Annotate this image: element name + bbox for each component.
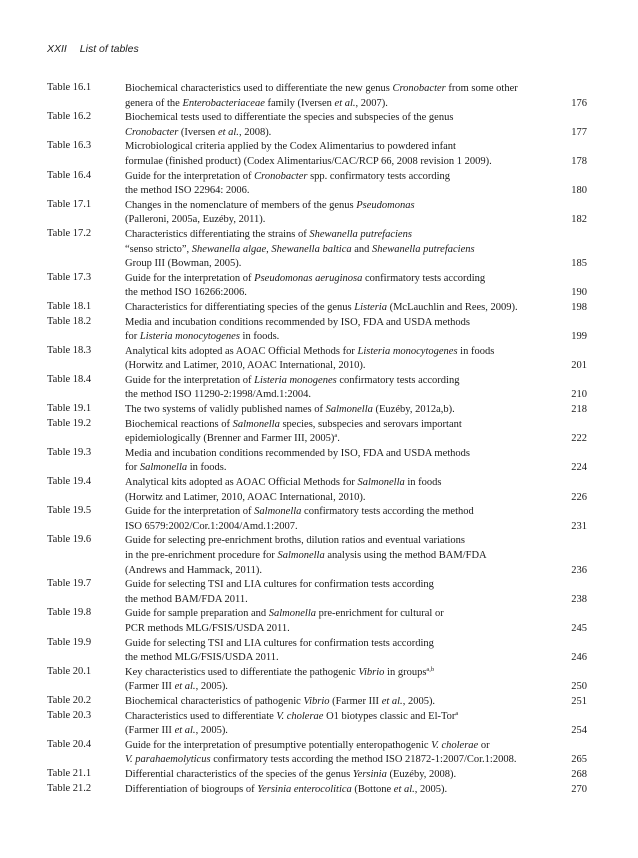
table-number: Table 19.5 — [47, 505, 92, 517]
table-entry — [47, 534, 587, 578]
text-segment: Salmonella — [232, 418, 280, 430]
page-reference: 226 — [571, 491, 587, 503]
text-segment: Guide for the interpretation of presumptive potentially enteropathogenic — [125, 739, 432, 751]
text-segment: in the pre-enrichment procedure for — [125, 550, 278, 561]
page-reference: 251 — [571, 695, 587, 707]
page-reference: 180 — [571, 185, 587, 197]
text-segment: species, subspecies and serovars important — [279, 418, 462, 430]
page-reference: 190 — [571, 287, 587, 299]
entry-text-line — [47, 695, 587, 710]
table-entry — [47, 505, 587, 534]
entry-text-line — [47, 374, 587, 389]
text-segment: et al. — [174, 725, 196, 737]
text-segment: from some other — [445, 83, 518, 94]
table-number: Table 19.6 — [47, 534, 92, 546]
text-segment: Cronobacter — [392, 83, 446, 94]
text-segment: the method ISO 22964: 2006. — [125, 185, 250, 197]
entry-text-line — [47, 447, 587, 462]
entry-text-line — [47, 316, 587, 331]
text-segment: Biochemical characteristics of pathogenic — [125, 695, 304, 707]
page-reference: 245 — [571, 622, 587, 634]
footnote-marker: a — [334, 432, 338, 440]
text-segment: V. parahaemolyticus — [125, 754, 211, 766]
text-segment: et al. — [393, 783, 415, 795]
table-entry — [47, 447, 587, 476]
entry-text-line — [47, 710, 587, 725]
text-segment: et al. — [334, 97, 356, 109]
text-segment: in foods — [404, 477, 442, 489]
text-segment: Vibrio — [358, 666, 385, 678]
text-segment: Analytical kits adopted as AOAC Official Methods for — [125, 345, 358, 357]
text-segment: Salmonella — [277, 550, 325, 561]
table-number: Table 17.3 — [47, 271, 92, 283]
text-segment: and — [351, 243, 373, 255]
text-segment: Shewanella putrefaciens — [309, 228, 412, 240]
page-reference: 231 — [571, 520, 587, 532]
page-reference: 222 — [571, 433, 587, 445]
text-segment: Biochemical tests used to differentiate the species and subspecies of the genus — [125, 112, 454, 124]
table-entry — [47, 403, 587, 418]
text-segment: the method BAM/FDA 2011. — [125, 593, 248, 605]
page-reference: 201 — [571, 360, 587, 372]
text-segment: Salmonella — [357, 477, 405, 489]
text-segment: (Euzéby, 2008). — [386, 768, 457, 780]
page-reference: 176 — [571, 97, 587, 109]
entry-text-line — [47, 126, 587, 141]
text-segment: Salmonella — [139, 462, 188, 474]
text-segment: et al. — [174, 681, 196, 693]
table-entry — [47, 199, 587, 228]
text-segment: (Iversen — [178, 126, 218, 138]
text-segment: Pseudomonas aeruginosa — [254, 272, 363, 284]
table-number: Table 20.2 — [47, 694, 92, 706]
text-segment: (Farmer III — [125, 681, 175, 693]
entry-text-line — [47, 753, 587, 768]
table-number: Table 19.7 — [47, 578, 92, 590]
entry-text-line — [47, 739, 587, 754]
table-number: Table 18.3 — [47, 344, 92, 356]
entry-text-line — [47, 666, 587, 681]
table-number: Table 19.2 — [47, 417, 92, 429]
entry-text-line — [47, 622, 587, 637]
text-segment: Changes in the nomenclature of members of the genus — [125, 199, 357, 211]
entry-text-line — [47, 783, 587, 798]
text-segment: Media and incubation conditions recommended by ISO, FDA and USDA methods — [125, 447, 470, 459]
text-segment: Biochemical reactions of — [125, 418, 233, 430]
text-segment: the method ISO 11290-2:1998/Amd.1:2004. — [125, 389, 311, 401]
table-entry — [47, 301, 587, 316]
entry-text-line — [47, 82, 587, 97]
text-segment: analysis using the method BAM/FDA — [324, 550, 487, 561]
text-segment: Listeria monocytogenes — [139, 331, 240, 343]
text-segment: genera of the — [125, 97, 183, 109]
entry-text-line — [47, 213, 587, 228]
text-segment: (Horwitz and Latimer, 2010, AOAC International, 2010). — [125, 360, 366, 372]
entry-text-line — [47, 140, 587, 155]
table-entry — [47, 170, 587, 199]
text-segment: . — [337, 433, 340, 445]
table-number: Table 16.3 — [47, 140, 92, 152]
text-segment: or — [478, 739, 490, 751]
text-segment: Guide for the interpretation of — [125, 170, 255, 182]
text-segment: in groups — [384, 666, 427, 678]
entry-text-line — [47, 155, 587, 170]
table-number: Table 16.2 — [47, 111, 92, 123]
text-segment: Guide for selecting TSI and LIA cultures for confirmation tests according — [125, 637, 434, 649]
table-number: Table 19.9 — [47, 636, 92, 648]
table-number: Table 21.1 — [47, 767, 92, 779]
text-segment: Shewanella baltica — [271, 243, 352, 255]
entry-text-line — [47, 534, 587, 549]
table-number: Table 20.4 — [47, 738, 92, 750]
text-segment: Guide for the interpretation of — [125, 374, 255, 386]
entry-text-line — [47, 184, 587, 199]
entry-text-line — [47, 345, 587, 360]
text-segment: Key characteristics used to differentiate the pathogenic — [125, 666, 359, 678]
header-title: List of tables — [79, 43, 139, 55]
text-segment: Analytical kits adopted as AOAC Official Methods for — [125, 477, 358, 489]
table-entry — [47, 666, 587, 695]
page-reference: 224 — [571, 462, 587, 474]
table-number: Table 20.1 — [47, 665, 92, 677]
table-entry — [47, 637, 587, 666]
text-segment: confirmatory tests according — [336, 374, 460, 386]
page-reference: 246 — [571, 652, 587, 664]
entry-text-line — [47, 403, 587, 418]
text-segment: formulae (finished product) (Codex Alimentarius/CAC/RCP 66, 2008 revision 1 2009). — [125, 155, 492, 167]
entry-text-line — [47, 476, 587, 491]
text-segment: , 2005). — [195, 725, 228, 737]
text-segment: Salmonella — [268, 608, 316, 620]
list-of-tables — [47, 82, 587, 797]
page-reference: 177 — [571, 126, 587, 138]
text-segment: Differentiation of biogroups of — [125, 783, 258, 795]
page-reference: 270 — [571, 783, 587, 795]
table-entry — [47, 345, 587, 374]
table-number: Table 17.2 — [47, 227, 92, 239]
text-segment: epidemiologically (Brenner and Farmer III, 2005) — [125, 433, 335, 445]
entry-text-line — [47, 505, 587, 520]
text-segment: (Bottone — [351, 783, 394, 795]
page-reference: 185 — [571, 258, 587, 270]
text-segment: Cronobacter — [125, 126, 179, 138]
footnote-marker: a — [455, 709, 459, 717]
entry-text-line — [47, 330, 587, 345]
table-number: Table 19.8 — [47, 607, 92, 619]
text-segment: Microbiological criteria applied by the Codex Alimentarius to powdered infant — [125, 141, 456, 153]
table-entry — [47, 607, 587, 636]
text-segment: in foods. — [187, 462, 227, 474]
entry-text-line — [47, 243, 587, 258]
text-segment: Salmonella — [254, 506, 302, 518]
table-entry — [47, 140, 587, 169]
entry-text-line — [47, 388, 587, 403]
footnote-marker: a,b — [426, 665, 435, 673]
text-segment: Guide for the interpretation of — [125, 506, 255, 518]
text-segment: for — [125, 462, 140, 474]
text-segment: for — [125, 331, 140, 343]
text-segment: Vibrio — [303, 695, 330, 707]
text-segment: The two systems of validly published names of — [125, 404, 326, 416]
table-entry — [47, 272, 587, 301]
text-segment: Guide for selecting TSI and LIA cultures for confirmation tests according — [125, 579, 434, 591]
text-segment: et al. — [217, 126, 239, 138]
page-reference: 268 — [571, 768, 587, 780]
page-reference: 178 — [571, 155, 587, 167]
text-segment: , — [266, 243, 272, 255]
entry-text-line — [47, 301, 587, 316]
entry-text-line — [47, 680, 587, 695]
text-segment: Characteristics used to differentiate — [125, 710, 277, 722]
text-segment: Guide for the interpretation of — [125, 272, 255, 284]
text-segment: Listeria monocytogenes — [357, 345, 458, 357]
text-segment: Listeria monogenes — [254, 374, 337, 386]
page-reference: 238 — [571, 593, 587, 605]
text-segment: Differential characteristics of the species of the genus — [125, 768, 353, 780]
text-segment: et al. — [381, 695, 403, 707]
page-reference: 198 — [571, 301, 587, 313]
table-number: Table 20.3 — [47, 709, 92, 721]
text-segment: Shewanella algae — [191, 243, 267, 255]
entry-text-line — [47, 272, 587, 287]
table-entry — [47, 111, 587, 140]
page-reference: 199 — [571, 331, 587, 343]
text-segment: Yersinia — [352, 768, 387, 780]
table-number: Table 17.1 — [47, 198, 92, 210]
page-reference: 250 — [571, 681, 587, 693]
text-segment: in foods. — [239, 331, 280, 343]
text-segment: , 2005). — [414, 783, 448, 795]
table-entry — [47, 418, 587, 447]
entry-text-line — [47, 111, 587, 126]
table-number: Table 19.3 — [47, 446, 92, 458]
table-number: Table 18.4 — [47, 373, 92, 385]
text-segment: family (Iversen — [264, 97, 335, 109]
entry-text-line — [47, 549, 587, 564]
page-reference: 236 — [571, 564, 587, 576]
running-header — [47, 43, 139, 55]
entry-text-line — [47, 461, 587, 476]
text-segment: O1 biotypes classic and El-Tor — [323, 710, 456, 722]
table-entry — [47, 82, 587, 111]
table-number: Table 18.2 — [47, 315, 92, 327]
entry-text-line — [47, 359, 587, 374]
text-segment: Characteristics differentiating the strains of — [125, 228, 310, 240]
text-segment: Cronobacter — [254, 170, 308, 182]
text-segment: confirmatory tests according the method — [301, 506, 474, 518]
text-segment: confirmatory tests according — [362, 272, 486, 284]
table-entry — [47, 710, 587, 739]
table-number: Table 21.2 — [47, 782, 92, 794]
entry-text-line — [47, 520, 587, 535]
table-entry — [47, 768, 587, 783]
entry-text-line — [47, 257, 587, 272]
entry-text-line — [47, 228, 587, 243]
table-entry — [47, 476, 587, 505]
entry-text-line — [47, 578, 587, 593]
table-entry — [47, 316, 587, 345]
entry-text-line — [47, 724, 587, 739]
entry-text-line — [47, 491, 587, 506]
text-segment: (Farmer III — [125, 725, 175, 737]
text-segment: (Euzéby, 2012a,b). — [372, 404, 455, 416]
text-segment: Characteristics for differentiating species of the genus — [125, 301, 355, 313]
entry-text-line — [47, 607, 587, 622]
entry-text-line — [47, 651, 587, 666]
text-segment: Media and incubation conditions recommended by ISO, FDA and USDA methods — [125, 316, 470, 328]
text-segment: pre-enrichment for cultural or — [316, 608, 444, 620]
text-segment: (Horwitz and Latimer, 2010, AOAC International, 2010). — [125, 491, 366, 503]
entry-text-line — [47, 97, 587, 112]
entry-text-line — [47, 637, 587, 652]
table-entry — [47, 695, 587, 710]
text-segment: (Palleroni, 2005a, Euzéby, 2011). — [125, 214, 266, 226]
text-segment: Salmonella — [325, 404, 373, 416]
page-reference: 210 — [571, 389, 587, 401]
text-segment: Yersinia enterocolitica — [257, 783, 352, 795]
entry-text-line — [47, 199, 587, 214]
text-segment: Guide for sample preparation and — [125, 608, 269, 620]
text-segment: (Andrews and Hammack, 2011). — [125, 564, 262, 576]
page-reference: 182 — [571, 214, 587, 226]
entry-text-line — [47, 564, 587, 579]
table-entry — [47, 228, 587, 272]
text-segment: V. cholerae — [431, 739, 479, 751]
text-segment: the method MLG/FSIS/USDA 2011. — [125, 652, 279, 664]
text-segment: Shewanella putrefaciens — [372, 243, 475, 255]
text-segment: Enterobacteriaceae — [182, 97, 265, 109]
entry-text-line — [47, 170, 587, 185]
table-entry — [47, 578, 587, 607]
table-number: Table 19.4 — [47, 476, 92, 488]
page-reference: 254 — [571, 725, 587, 737]
text-segment: Group III (Bowman, 2005). — [125, 258, 242, 270]
table-entry — [47, 783, 587, 798]
text-segment: (Farmer III — [329, 695, 382, 707]
table-number: Table 16.4 — [47, 169, 92, 181]
text-segment: Pseudomonas — [356, 199, 415, 211]
entry-text-line — [47, 768, 587, 783]
entry-text-line — [47, 432, 587, 447]
text-segment: spp. confirmatory tests according — [307, 170, 451, 182]
text-segment: Listeria — [354, 301, 387, 313]
text-segment: PCR methods MLG/FSIS/USDA 2011. — [125, 622, 290, 634]
text-segment: , 2007). — [355, 97, 388, 109]
text-segment: (McLauchlin and Rees, 2009). — [386, 301, 518, 313]
text-segment: Guide for selecting pre-enrichment broths, dilution ratios and eventual variations — [125, 535, 465, 547]
text-segment: confirmatory tests according the method ISO 21872-1:2007/Cor.1:2008. — [210, 754, 517, 766]
table-number: Table 19.1 — [47, 403, 92, 415]
text-segment: V. cholerae — [276, 710, 324, 722]
text-segment: in foods — [457, 345, 495, 357]
text-segment: , 2008). — [238, 126, 272, 138]
table-number: Table 18.1 — [47, 300, 92, 312]
page-reference: 265 — [571, 754, 587, 766]
entry-text-line — [47, 593, 587, 608]
text-segment: ISO 6579:2002/Cor.1:2004/Amd.1:2007. — [125, 520, 298, 532]
header-page-number: XXII — [47, 43, 67, 55]
table-number: Table 16.1 — [47, 82, 92, 93]
table-entry — [47, 739, 587, 768]
page-reference: 218 — [571, 404, 587, 416]
text-segment: , 2005). — [195, 681, 228, 693]
table-entry — [47, 374, 587, 403]
entry-text-line — [47, 286, 587, 301]
text-segment: Biochemical characteristics used to differentiate the new genus — [125, 83, 393, 94]
text-segment: “senso stricto”, — [125, 243, 192, 255]
text-segment: , 2005). — [402, 695, 436, 707]
text-segment: the method ISO 16266:2006. — [125, 287, 247, 299]
entry-text-line — [47, 418, 587, 433]
